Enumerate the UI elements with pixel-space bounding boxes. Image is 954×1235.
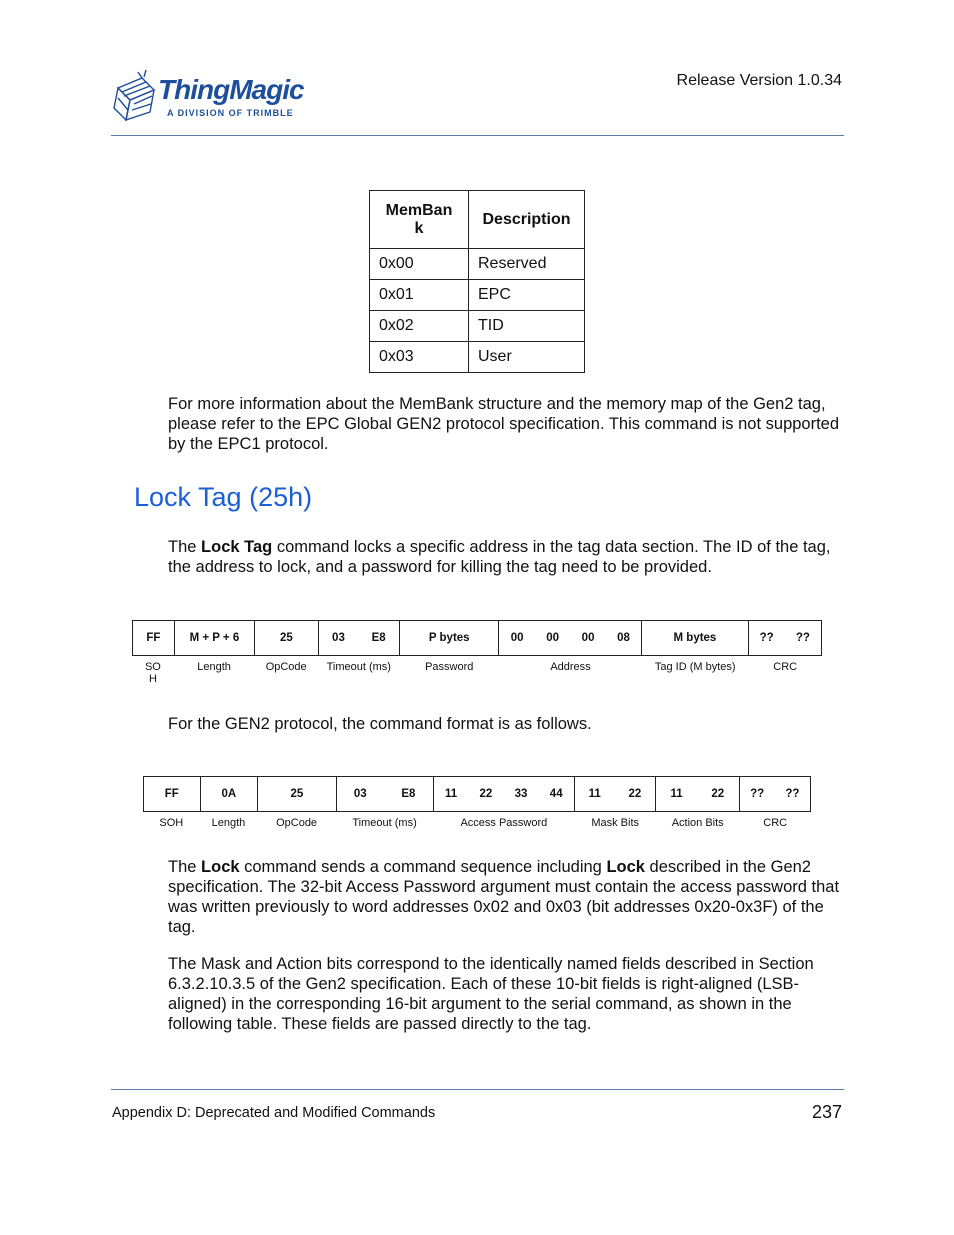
- description-cell: EPC: [469, 280, 585, 311]
- description-header: Description: [469, 191, 585, 249]
- text-span: The: [168, 538, 202, 556]
- table-row: [370, 249, 585, 280]
- bold-term: Lock Tag: [201, 538, 273, 556]
- byte-value: 00: [581, 632, 595, 644]
- membank-info-paragraph: For more information about the MemBank structure and the memory map of the Gen2 tag, please refer to the EPC Global GEN2 protocol specification. This command is not supported by the EPC1 protocol.: [168, 395, 840, 453]
- command-field-label: Password: [425, 661, 474, 673]
- header-divider: [111, 135, 844, 136]
- command-field-label: Timeout (ms): [326, 661, 391, 673]
- text-span: described in the Gen2 specification. The 32-bit Access Password argument must contain the access password that was written previously to word addresses 0x02 and 0x03 (bit addresses 0x20-0x3F) of the tag.: [168, 858, 840, 936]
- byte-value: 0A: [221, 788, 237, 800]
- command-format-generic: [132, 620, 822, 656]
- membank-cell: 0x03: [370, 342, 469, 373]
- byte-value: 25: [290, 788, 304, 800]
- page-number: 237: [811, 1102, 842, 1122]
- command-field-cell: [656, 777, 739, 811]
- command-field-label: CRC: [763, 817, 788, 829]
- command-field-cell: [434, 777, 575, 811]
- bold-term: Lock: [201, 858, 240, 876]
- command-field-label: Length: [211, 817, 246, 829]
- command-field-label: Tag ID (M bytes): [654, 661, 736, 673]
- lock-tag-intro-paragraph: [168, 537, 840, 577]
- byte-value: 00: [510, 632, 524, 644]
- byte-value: M bytes: [673, 632, 717, 644]
- command-field-cell: [144, 777, 201, 811]
- command-field-cell: [575, 777, 656, 811]
- command-field-cell: [642, 621, 748, 655]
- lock-command-paragraph: [168, 857, 840, 937]
- byte-value: ??: [750, 788, 765, 800]
- byte-value: P bytes: [428, 632, 470, 644]
- description-cell: Reserved: [469, 249, 585, 280]
- gen2-format-paragraph: For the GEN2 protocol, the command format is as follows.: [168, 715, 592, 733]
- byte-value: 11: [588, 788, 601, 800]
- text-span: command locks a specific address in the tag data section. The ID of the tag, the address to lock, and a password for killing the tag need to be provided.: [168, 538, 831, 576]
- membank-cell: 0x01: [370, 280, 469, 311]
- command-field-label: Access Password: [460, 817, 548, 829]
- description-cell: TID: [469, 311, 585, 342]
- byte-value: 33: [514, 788, 528, 800]
- byte-value: FF: [146, 632, 161, 644]
- command-field-cell: [337, 777, 434, 811]
- byte-value: FF: [164, 788, 179, 800]
- command-field-label: Timeout (ms): [352, 817, 417, 829]
- command-format-gen2: [143, 776, 811, 812]
- logo-wordmark: ThingMagic: [158, 74, 304, 105]
- command-field-cell: [749, 621, 821, 655]
- command-format-generic-labels: [132, 661, 822, 685]
- membank-table: [369, 190, 585, 373]
- byte-value: 11: [445, 788, 458, 800]
- command-field-label: OpCode: [265, 661, 307, 673]
- byte-value: ??: [795, 632, 810, 644]
- section-heading: Lock Tag (25h): [134, 482, 313, 512]
- command-field-cell: [740, 777, 810, 811]
- byte-value: ??: [785, 788, 800, 800]
- byte-value: E8: [401, 788, 416, 800]
- release-version: Release Version 1.0.34: [676, 72, 842, 89]
- command-field-cell: [319, 621, 400, 655]
- command-field-label: Length: [197, 661, 231, 673]
- bold-term: Lock: [606, 858, 645, 876]
- byte-value: 11: [670, 788, 683, 800]
- command-field-label: CRC: [773, 661, 798, 673]
- byte-value: M + P + 6: [189, 632, 240, 644]
- byte-value: 44: [549, 788, 563, 800]
- byte-value: 03: [353, 788, 367, 800]
- byte-value: E8: [371, 632, 386, 644]
- command-field-label: Action Bits: [671, 817, 724, 829]
- command-field-label: Mask Bits: [591, 817, 640, 829]
- text-span: The: [168, 858, 202, 876]
- description-cell: User: [469, 342, 585, 373]
- byte-value: 22: [628, 788, 642, 800]
- command-format-gen2-labels: [143, 817, 811, 829]
- byte-value: 03: [332, 632, 345, 644]
- byte-value: 22: [479, 788, 493, 800]
- command-field-cell: [499, 621, 642, 655]
- footer-divider: [111, 1089, 844, 1090]
- command-field-label: Address: [550, 661, 591, 673]
- membank-header: MemBan k: [370, 191, 469, 249]
- command-field-cell: [133, 621, 175, 655]
- byte-value: 25: [280, 632, 293, 644]
- byte-value: 08: [617, 632, 630, 644]
- command-field-cell: [400, 621, 499, 655]
- command-field-cell: [258, 777, 336, 811]
- command-field-cell: [201, 777, 259, 811]
- logo-subtitle: A DIVISION OF TRIMBLE: [167, 108, 294, 118]
- membank-cell: 0x00: [370, 249, 469, 280]
- table-row: [370, 311, 585, 342]
- command-field-cell: [255, 621, 319, 655]
- table-row: [370, 280, 585, 311]
- command-field-label: SOH: [159, 817, 184, 829]
- membank-cell: 0x02: [370, 311, 469, 342]
- byte-value: 00: [546, 632, 559, 644]
- byte-value: ??: [759, 632, 774, 644]
- footer-chapter-title: Appendix D: Deprecated and Modified Commands: [112, 1105, 436, 1121]
- byte-value: 22: [711, 788, 725, 800]
- command-field-cell: [175, 621, 255, 655]
- command-field-label: SO H: [144, 661, 161, 685]
- text-span: command sends a command sequence including: [239, 858, 607, 876]
- command-field-label: OpCode: [276, 817, 318, 829]
- table-row: [370, 342, 585, 373]
- mask-action-paragraph: The Mask and Action bits correspond to the identically named fields described in Section 6.3.2.10.3.5 of the Gen2 specification. Each of these 10-bit fields is right-aligned (LSB-aligned) in the corresponding 16-bit argument to the serial command, as shown in the following table. These fields are passed directly to the tag.: [168, 955, 814, 1033]
